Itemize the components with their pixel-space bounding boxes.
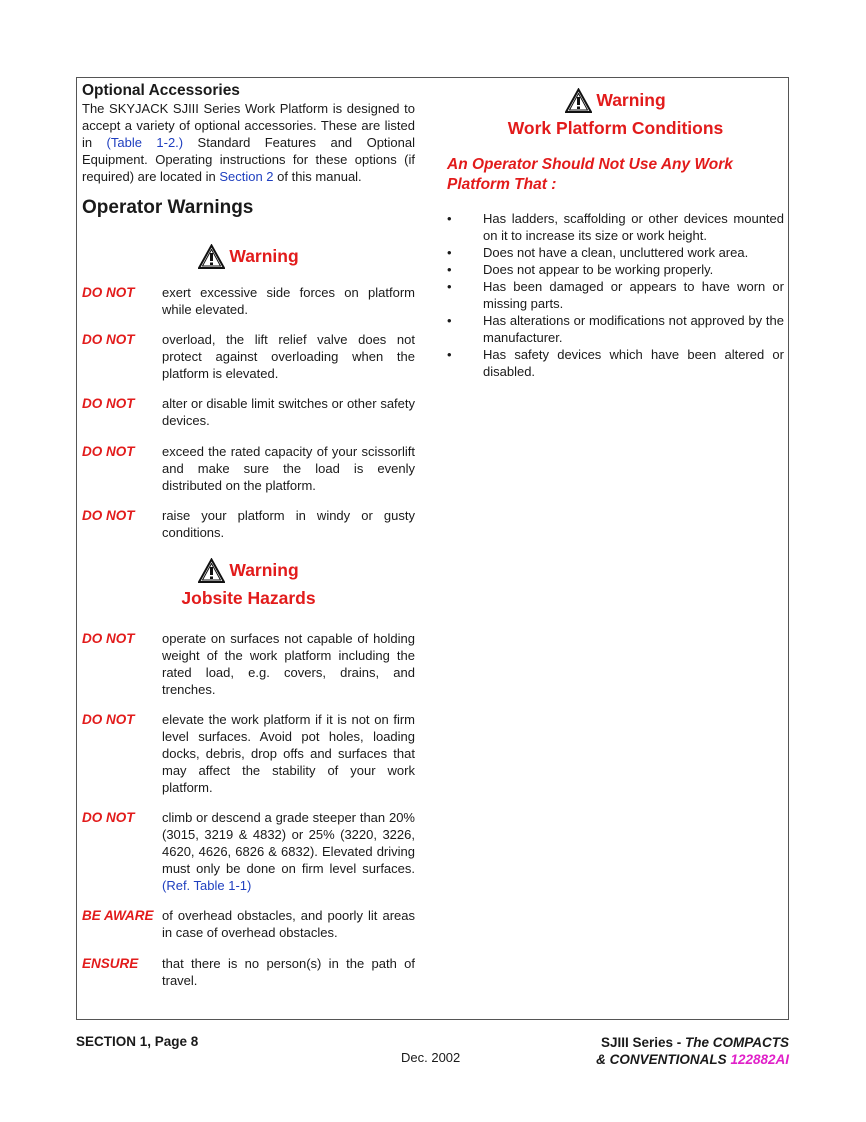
optional-accessories-heading: Optional Accessories xyxy=(82,82,240,99)
footer-series-line: SJIII Series - xyxy=(600,1035,685,1050)
warning-text: raise your platform in windy or gusty conditions. xyxy=(162,508,415,540)
left-column xyxy=(82,82,415,989)
warning-label: DO NOT xyxy=(82,810,135,825)
warning-text: elevate the work platform if it is not on firm level surfaces. Avoid pot holes, loading docks, debris, drop offs and surfaces that may affect the stability of your work platform. xyxy=(162,712,415,795)
warning-row xyxy=(82,809,415,894)
footer-section-page: SECTION 1, Page 8 xyxy=(76,1034,199,1049)
warning-row xyxy=(82,955,415,989)
list-item xyxy=(447,244,784,261)
warning-text: exceed the rated capacity of your scissorlift and make sure the load is evenly distributed on the platform. xyxy=(162,444,415,493)
warning-text xyxy=(162,809,415,894)
bullet-icon: • xyxy=(447,262,452,277)
conditions-list xyxy=(447,210,784,380)
bullet-icon: • xyxy=(447,245,452,260)
ref-table-1-1-link[interactable]: (Ref. Table 1-1) xyxy=(162,878,252,893)
warning-2-title: Warning xyxy=(229,559,299,580)
warning-label: BE AWARE xyxy=(82,908,154,923)
warning-label: ENSURE xyxy=(82,956,139,971)
list-item xyxy=(447,346,784,380)
optional-accessories-text-2: Standard Features and Optional Equipment. Operating instructions for these options (if required) are located in xyxy=(82,135,416,184)
warning-row xyxy=(82,331,415,382)
warning-label: DO NOT xyxy=(82,444,135,459)
warning-triangle-icon xyxy=(198,244,225,269)
warning-1 xyxy=(82,242,415,270)
bullet-icon: • xyxy=(447,347,452,362)
list-item-text: Has ladders, scaffolding or other devices mounted on it to increase its size or work height. xyxy=(483,211,784,243)
list-item xyxy=(447,261,784,278)
warning-row xyxy=(82,507,415,541)
warning-row xyxy=(82,284,415,318)
warning-row xyxy=(82,395,415,429)
list-item-text: Has safety devices which have been altered or disabled. xyxy=(483,347,784,379)
footer-date: Dec. 2002 xyxy=(401,1050,461,1065)
operator-warnings-heading: Operator Warnings xyxy=(82,197,254,218)
list-item-text: Does not have a clean, uncluttered work area. xyxy=(483,245,749,260)
list-item-text: Has alterations or modifications not approved by the manufacturer. xyxy=(483,313,784,345)
table-1-2-link[interactable]: (Table 1-2.) xyxy=(106,135,184,150)
warning-row xyxy=(82,711,415,796)
optional-accessories-text-3: of this manual. xyxy=(273,169,362,184)
warning-text: of overhead obstacles, and poorly lit areas in case of overhead obstacles. xyxy=(162,908,415,940)
footer-series-italic: The COMPACTS xyxy=(685,1035,789,1050)
warning-text-body: climb or descend a grade steeper than 20% (3015, 3219 & 4832) or 25% (3220, 3226, 4620, 4626, 6826 & 6832). Elevated driving must only be done on firm level surfaces. xyxy=(162,810,415,876)
warning-1-title: Warning xyxy=(229,245,299,266)
section-2-link[interactable]: Section 2 xyxy=(219,169,274,184)
warning-label: DO NOT xyxy=(82,712,135,727)
footer-conventionals: & CONVENTIONALS xyxy=(596,1052,727,1067)
warning-row xyxy=(82,630,415,698)
list-item-text: Does not appear to be working properly. xyxy=(483,262,714,277)
right-column xyxy=(447,86,784,380)
warning-label: DO NOT xyxy=(82,285,135,300)
warning-row xyxy=(82,907,415,941)
warning-text: exert excessive side forces on platform while elevated. xyxy=(162,285,415,317)
list-item xyxy=(447,278,784,312)
warning-triangle-icon xyxy=(198,558,225,583)
warning-text: that there is no person(s) in the path of travel. xyxy=(162,956,415,988)
warning-row xyxy=(82,443,415,494)
warning-3-subtitle: Work Platform Conditions xyxy=(507,118,724,138)
warning-label: DO NOT xyxy=(82,508,135,523)
warning-2-subtitle: Jobsite Hazards xyxy=(181,588,316,608)
warning-3 xyxy=(447,86,784,142)
optional-accessories-text-1: The SKYJACK SJIII Series Work Platform is designed to accept a variety of optional accessories. These are listed in xyxy=(82,101,415,150)
optional-accessories-text xyxy=(82,100,415,185)
bullet-icon: • xyxy=(447,279,452,294)
warning-text: alter or disable limit switches or other safety devices. xyxy=(162,396,415,428)
warning-label: DO NOT xyxy=(82,396,135,411)
warning-2 xyxy=(82,556,415,612)
bullet-icon: • xyxy=(447,313,452,328)
warning-triangle-icon xyxy=(565,88,592,113)
footer-doc-number: 122882AI xyxy=(730,1052,789,1067)
list-item-text: Has been damaged or appears to have worn or missing parts. xyxy=(483,279,784,311)
warning-text: operate on surfaces not capable of holding weight of the work platform including the rated load, e.g. covers, drains, and trenches. xyxy=(162,631,415,697)
footer-series xyxy=(596,1034,789,1068)
warnings-list-1 xyxy=(82,284,415,541)
warning-text: overload, the lift relief valve does not protect against overloading when the platform is elevated. xyxy=(162,332,415,381)
warning-3-title: Warning xyxy=(596,89,666,110)
list-item xyxy=(447,210,784,244)
warning-label: DO NOT xyxy=(82,631,135,646)
warnings-list-2 xyxy=(82,630,415,989)
operator-should-not-heading: An Operator Should Not Use Any Work Platform That : xyxy=(447,156,733,193)
warning-label: DO NOT xyxy=(82,332,135,347)
list-item xyxy=(447,312,784,346)
bullet-icon: • xyxy=(447,211,452,226)
